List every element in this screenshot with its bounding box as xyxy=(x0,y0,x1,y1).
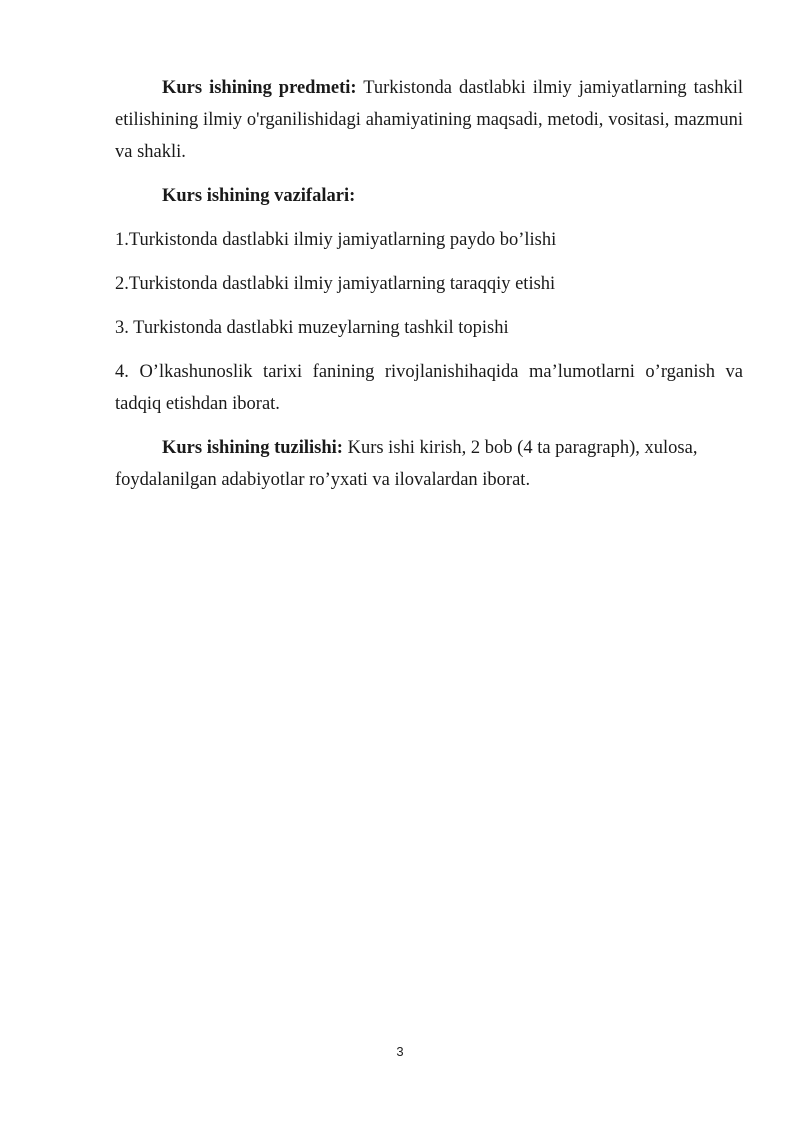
vazifa-item-3: 3. Turkistonda dastlabki muzeylarning tashkil topishi xyxy=(115,318,509,338)
vazifalari-heading: Kurs ishining vazifalari: xyxy=(162,186,356,206)
document-page xyxy=(115,72,743,508)
vazifa-item-1: 1.Turkistonda dastlabki ilmiy jamiyatlarning paydo bo’lishi xyxy=(115,230,557,250)
tuzilishi-text: Kurs ishi kirish, 2 bob (4 ta paragraph), xulosa, foydalanilgan adabiyotlar ro’yxati va ilovalardan iborat. xyxy=(115,438,698,490)
predmet-heading: Kurs ishining predmeti: xyxy=(162,78,357,98)
page-number: 3 xyxy=(396,1044,404,1059)
predmet-text: Turkistonda dastlabki ilmiy jamiyatlarning tashkil etilishining ilmiy o'rganilishidagi ahamiyatining maqsadi, metodi, vositasi, mazmuni va shakli. xyxy=(115,78,743,162)
vazifa-item-2: 2.Turkistonda dastlabki ilmiy jamiyatlarning taraqqiy etishi xyxy=(115,274,556,294)
vazifalari-heading-paragraph xyxy=(115,180,743,212)
tuzilishi-heading: Kurs ishining tuzilishi: xyxy=(162,438,343,458)
predmet-paragraph xyxy=(115,72,743,168)
tuzilishi-paragraph xyxy=(115,432,743,496)
vazifa-item-4: 4. O’lkashunoslik tarixi fanining rivojlanishihaqida ma’lumotlarni o’rganish va tadqiq etishdan iborat. xyxy=(115,362,743,414)
